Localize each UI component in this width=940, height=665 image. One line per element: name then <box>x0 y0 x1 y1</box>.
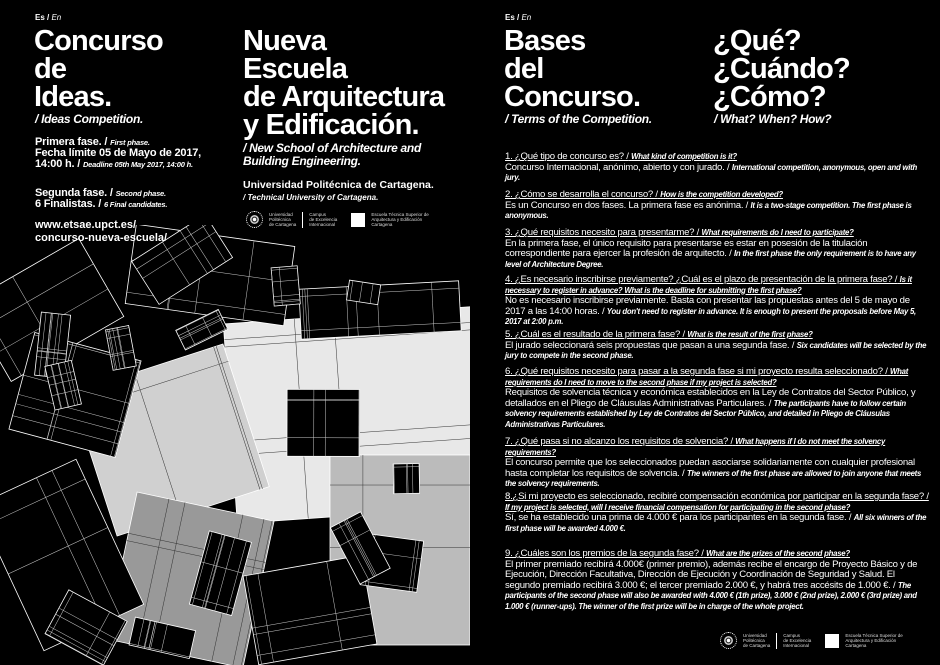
faq-answer: En la primera fase, el único requisito para presentarse es estar en posesión de la titulación correspondiente para ejercer la profesión de arquitecto. / In the first phase the only requirement is to have any level of Architecture Degree. <box>505 237 916 269</box>
competition-title: Concurso de Ideas. <box>34 25 163 113</box>
drawing-sheet <box>176 309 228 349</box>
university-name: Universidad Politécnica de Cartagena. <box>243 179 434 191</box>
faq-answer: No es necesario inscribirse previamente. Basta con presentar las propuestas antes del 5 de mayo de 2017 a las 14:00 horas. / You don't need to register in advance. It is enough to present the proposals before May 5, 2017 at 2:00 p.m. <box>505 295 916 327</box>
faq-answer: Es un Concurso en dos fases. La primera fase es anónima. / It is a two-stage competition. The first phase is anonymous. <box>505 199 912 221</box>
logos-right: Universidad Politécnica de Cartagena Campus de Excelencia Internacional Escuela Técnica Superior de Arquitectura y Edificación Cartagena <box>720 632 903 649</box>
architectural-drawings-collage <box>0 225 470 665</box>
terms-title: Bases del Concurso. <box>504 25 641 113</box>
faq-item <box>505 330 930 362</box>
faq-answer: Sí, se ha establecido una prima de 4.000 € para los participantes en la segunda fase. / All six winners of the first phase will be awarded 4.000 €. <box>505 512 927 533</box>
language-label: Es / En <box>505 13 532 22</box>
faq-question: 2. ¿Cómo se desarrolla el concurso? / How is the competition developed? <box>505 189 783 200</box>
questions-title-en: / What? When? How? <box>714 112 832 126</box>
upct-seal-icon <box>720 632 737 649</box>
school-title-en: / New School of Architecture and Building Engineering. <box>243 141 421 168</box>
faq-item <box>505 437 930 490</box>
faq-question: 7. ¿Qué pasa si no alcanzo los requisitos de solvencia? / What happens if I do not meet the solvency requirements? <box>505 436 886 457</box>
faq-question: 8.¿Si mi proyecto es seleccionado, recibiré compensación económica por participar en la segunda fase? / If my project is selected, will I receive financial compensation for participating in the second phase? <box>505 491 929 512</box>
school-title: Nueva Escuela de Arquitectura y Edificación. <box>243 25 445 141</box>
first-phase-info: Primera fase. / First phase. Fecha límite 05 de Mayo de 2017, 14:00 h. / Deadline 05th May 2017, 14:00 h. <box>35 136 202 170</box>
drawing-sheet <box>347 280 381 305</box>
faq-question: 1. ¿Qué tipo de concurso es? / What kind of competition is it? <box>505 151 737 162</box>
faq-item <box>505 275 930 328</box>
faq-question: 3. ¿Qué requisitos necesito para presentarme? / What requirements do I need to participate? <box>505 227 854 238</box>
faq-answer: Concurso Internacional, anónimo, abierto y con jurado. / International competition, anonymous, open and with jury. <box>505 161 918 183</box>
faq-answer: Requisitos de solvencia técnica y económica establecidos en la Ley de Contratos del Sector Público, y detallados en el Pliego de Cláusulas Administrativas Particulares. / The participants have to follow certain solvency requirements established by Ley de Contratos del Sector Público, and detailed in Pliego de Cláusulas Administrativas Particulares. <box>505 387 916 429</box>
faq-item <box>505 152 930 184</box>
competition-title-en: / Ideas Competition. <box>35 112 144 126</box>
university-name-en: / Technical University of Cartagena. <box>243 193 379 202</box>
drawing-sheet <box>287 389 360 456</box>
upct-seal-icon <box>246 211 263 228</box>
faq-answer: El concurso permite que los seleccionados puedan asociarse solidariamente con cualquier profesional hasta completar los requisitos de solvencia. / The winners of the first phase are allowed to join anyone that meets the solvency requirements. <box>505 457 922 489</box>
faq-question: 5. ¿Cuál es el resultado de la primera fase? / What is the result of the first phase? <box>505 329 813 340</box>
drawing-sheet <box>271 266 300 306</box>
faq-answer: El jurado seleccionará seis propuestas que pasan a una segunda fase. / Six candidates will be selected by the jury to compete in the second phase. <box>505 339 927 361</box>
drawing-sheet <box>393 463 420 493</box>
faq-item <box>505 228 930 270</box>
etsae-logo-icon <box>825 634 839 648</box>
second-phase-info: Segunda fase. / Second phase. 6 Finalistas. / 6 Final candidates. <box>35 187 168 210</box>
faq-question: 4. ¿Es necesario inscribirse previamente? ¿Cuál es el plazo de presentación de la primera fase? / Is it necessary to register in advance? What is the deadline for submitting the first phase? <box>505 274 912 295</box>
etsae-logo-icon <box>351 213 365 227</box>
language-label: Es / En <box>35 13 62 22</box>
website-link[interactable]: www.etsae.upct.es/ concurso-nueva-escuela/ <box>35 219 168 244</box>
faq-item <box>505 549 930 613</box>
faq-item <box>505 492 930 534</box>
logos-left: Universidad Politécnica de Cartagena Campus de Excelencia Internacional Escuela Técnica Superior de Arquitectura y Edificación Cartagena <box>246 211 429 228</box>
faq-item <box>505 367 930 431</box>
faq-item <box>505 190 930 222</box>
terms-title-en: / Terms of the Competition. <box>505 112 652 126</box>
faq-answer: El primer premiado recibirá 4.000€ (primer premio), además recibe el encargo de Proyecto Básico y de Ejecución, Dirección Facultativa, Dirección de Ejecución y Coordinación de Seguridad y Salud. El segundo premiado recibirá 3.000 €; el tercer premiado 2.000 €, y habrá tres accésits de 1.000 €. / The participants of the second phase will also be awarded with 4.000 € (1th prize), 3.000 € (2nd prize), 2.000 € (3rd prize) and 1.000 € (runner-ups). The winner of the first prize will be in charge of the whole project. <box>505 558 918 611</box>
faq-question: 9. ¿Cuáles son los premios de la segunda fase? / What are the prizes of the second phase? <box>505 548 850 559</box>
questions-title: ¿Qué? ¿Cuándo? ¿Cómo? <box>713 25 850 113</box>
faq-question: 6. ¿Qué requisitos necesito para pasar a la segunda fase si mi proyecto resulta seleccionado? / What requirements do I need to move to the second phase if my project is selected? <box>505 366 909 387</box>
